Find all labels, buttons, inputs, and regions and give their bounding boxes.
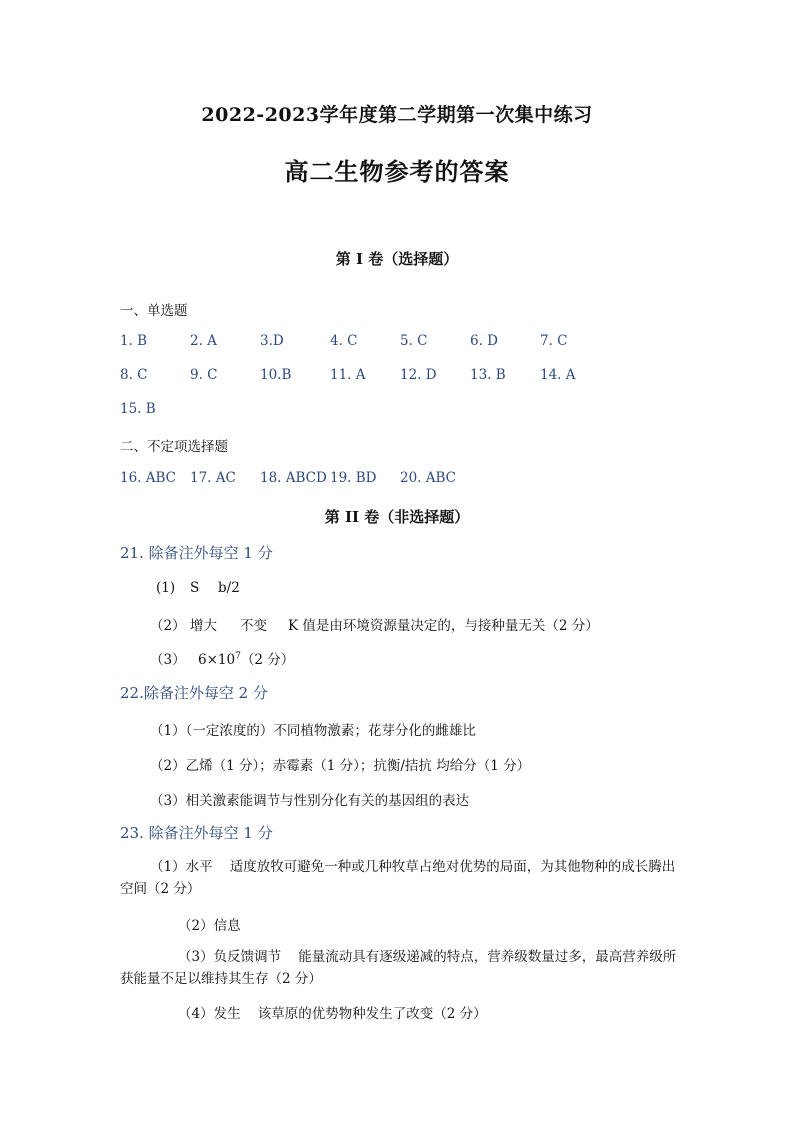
- document-title: 2022-2023学年度第二学期第一次集中练习: [201, 104, 593, 126]
- answer-item: 3.D: [260, 333, 284, 349]
- q21-a3-number: （3）: [150, 652, 186, 668]
- answer-item: 6. D: [470, 333, 498, 349]
- answer-item: 4. C: [330, 333, 358, 349]
- answer-item: 10.B: [260, 367, 292, 383]
- answer-item: 11. A: [330, 367, 366, 383]
- q21-a2-answer: 增大: [190, 618, 217, 634]
- answer-item: 1. B: [120, 333, 148, 349]
- q21-a3-exponent: 7: [235, 651, 241, 662]
- answer-item: 12. D: [400, 367, 437, 383]
- answer-item: 14. A: [540, 367, 576, 383]
- answer-item: 17. AC: [190, 470, 236, 486]
- q21-a3-answer: [198, 648, 294, 668]
- q23-a4-lead: （4）发生: [178, 1006, 241, 1022]
- part2-heading: 第 II 卷（非选择题）: [324, 508, 470, 526]
- q23-a3-text: 能量流动具有逐级递减的特点，营养级数量过多，最高营养级所获能量不足以维持其生存（2 分）: [120, 949, 677, 987]
- q22-a1: （1）（一定浓度的）不同植物激素；花芽分化的雌雄比: [150, 723, 476, 739]
- q23-a1-text: 适度放牧可避免一种或几种牧草占绝对优势的局面，为其他物种的成长腾出空间（2 分）: [120, 859, 676, 897]
- q21-a3-score: （2 分）: [240, 652, 295, 668]
- answer-item: 5. C: [400, 333, 428, 349]
- q23-a2: （2）信息: [178, 918, 241, 934]
- q21-a3-base: 6×10: [198, 652, 236, 668]
- answer-item: 8. C: [120, 367, 148, 383]
- answer-item: 20. ABC: [400, 470, 457, 486]
- q23-a4-text: 该草原的优势物种发生了改变（2 分）: [257, 1006, 487, 1022]
- q21-a2-answer: 不变: [240, 618, 267, 634]
- single-choice-label: 一、单选题: [120, 303, 188, 319]
- q22-a2: （2）乙烯（1 分）；赤霉素（1 分）；抗衡/拮抗 均给分（1 分）: [150, 758, 531, 774]
- q22-a3: （3）相关激素能调节与性别分化有关的基因组的表达: [150, 793, 470, 809]
- q22-header: 22.除备注外每空 2 分: [120, 684, 268, 702]
- answer-item: 2. A: [190, 333, 217, 349]
- document-subtitle: 高二生物参考的答案: [284, 157, 510, 186]
- q23-a1: [120, 856, 680, 900]
- q23-a3: [120, 946, 680, 990]
- answer-item: 7. C: [540, 333, 568, 349]
- answer-item: 15. B: [120, 401, 156, 417]
- q23-a1-lead: （1）水平: [150, 859, 213, 875]
- q21-a1-answer: b/2: [218, 580, 240, 596]
- q21-a1-number: (1): [156, 580, 176, 596]
- answer-item: 18. ABCD: [260, 470, 327, 486]
- q21-a1-answer: S: [190, 580, 200, 596]
- answer-item: 16. ABC: [120, 470, 177, 486]
- q21-a2-answer: K 值是由环境资源量决定的，与接种量无关（2 分）: [288, 618, 599, 634]
- answer-item: 19. BD: [330, 470, 377, 486]
- q21-a2-number: （2）: [150, 618, 186, 634]
- q23-a4: [120, 1003, 680, 1025]
- multi-choice-label: 二、不定项选择题: [120, 439, 228, 455]
- answer-item: 9. C: [190, 367, 218, 383]
- answer-item: 13. B: [470, 367, 506, 383]
- q21-header: 21. 除备注外每空 1 分: [120, 544, 273, 562]
- q23-header: 23. 除备注外每空 1 分: [120, 824, 273, 842]
- part1-heading: 第 I 卷（选择题）: [335, 250, 459, 268]
- q23-a3-lead: （3）负反馈调节: [178, 949, 282, 965]
